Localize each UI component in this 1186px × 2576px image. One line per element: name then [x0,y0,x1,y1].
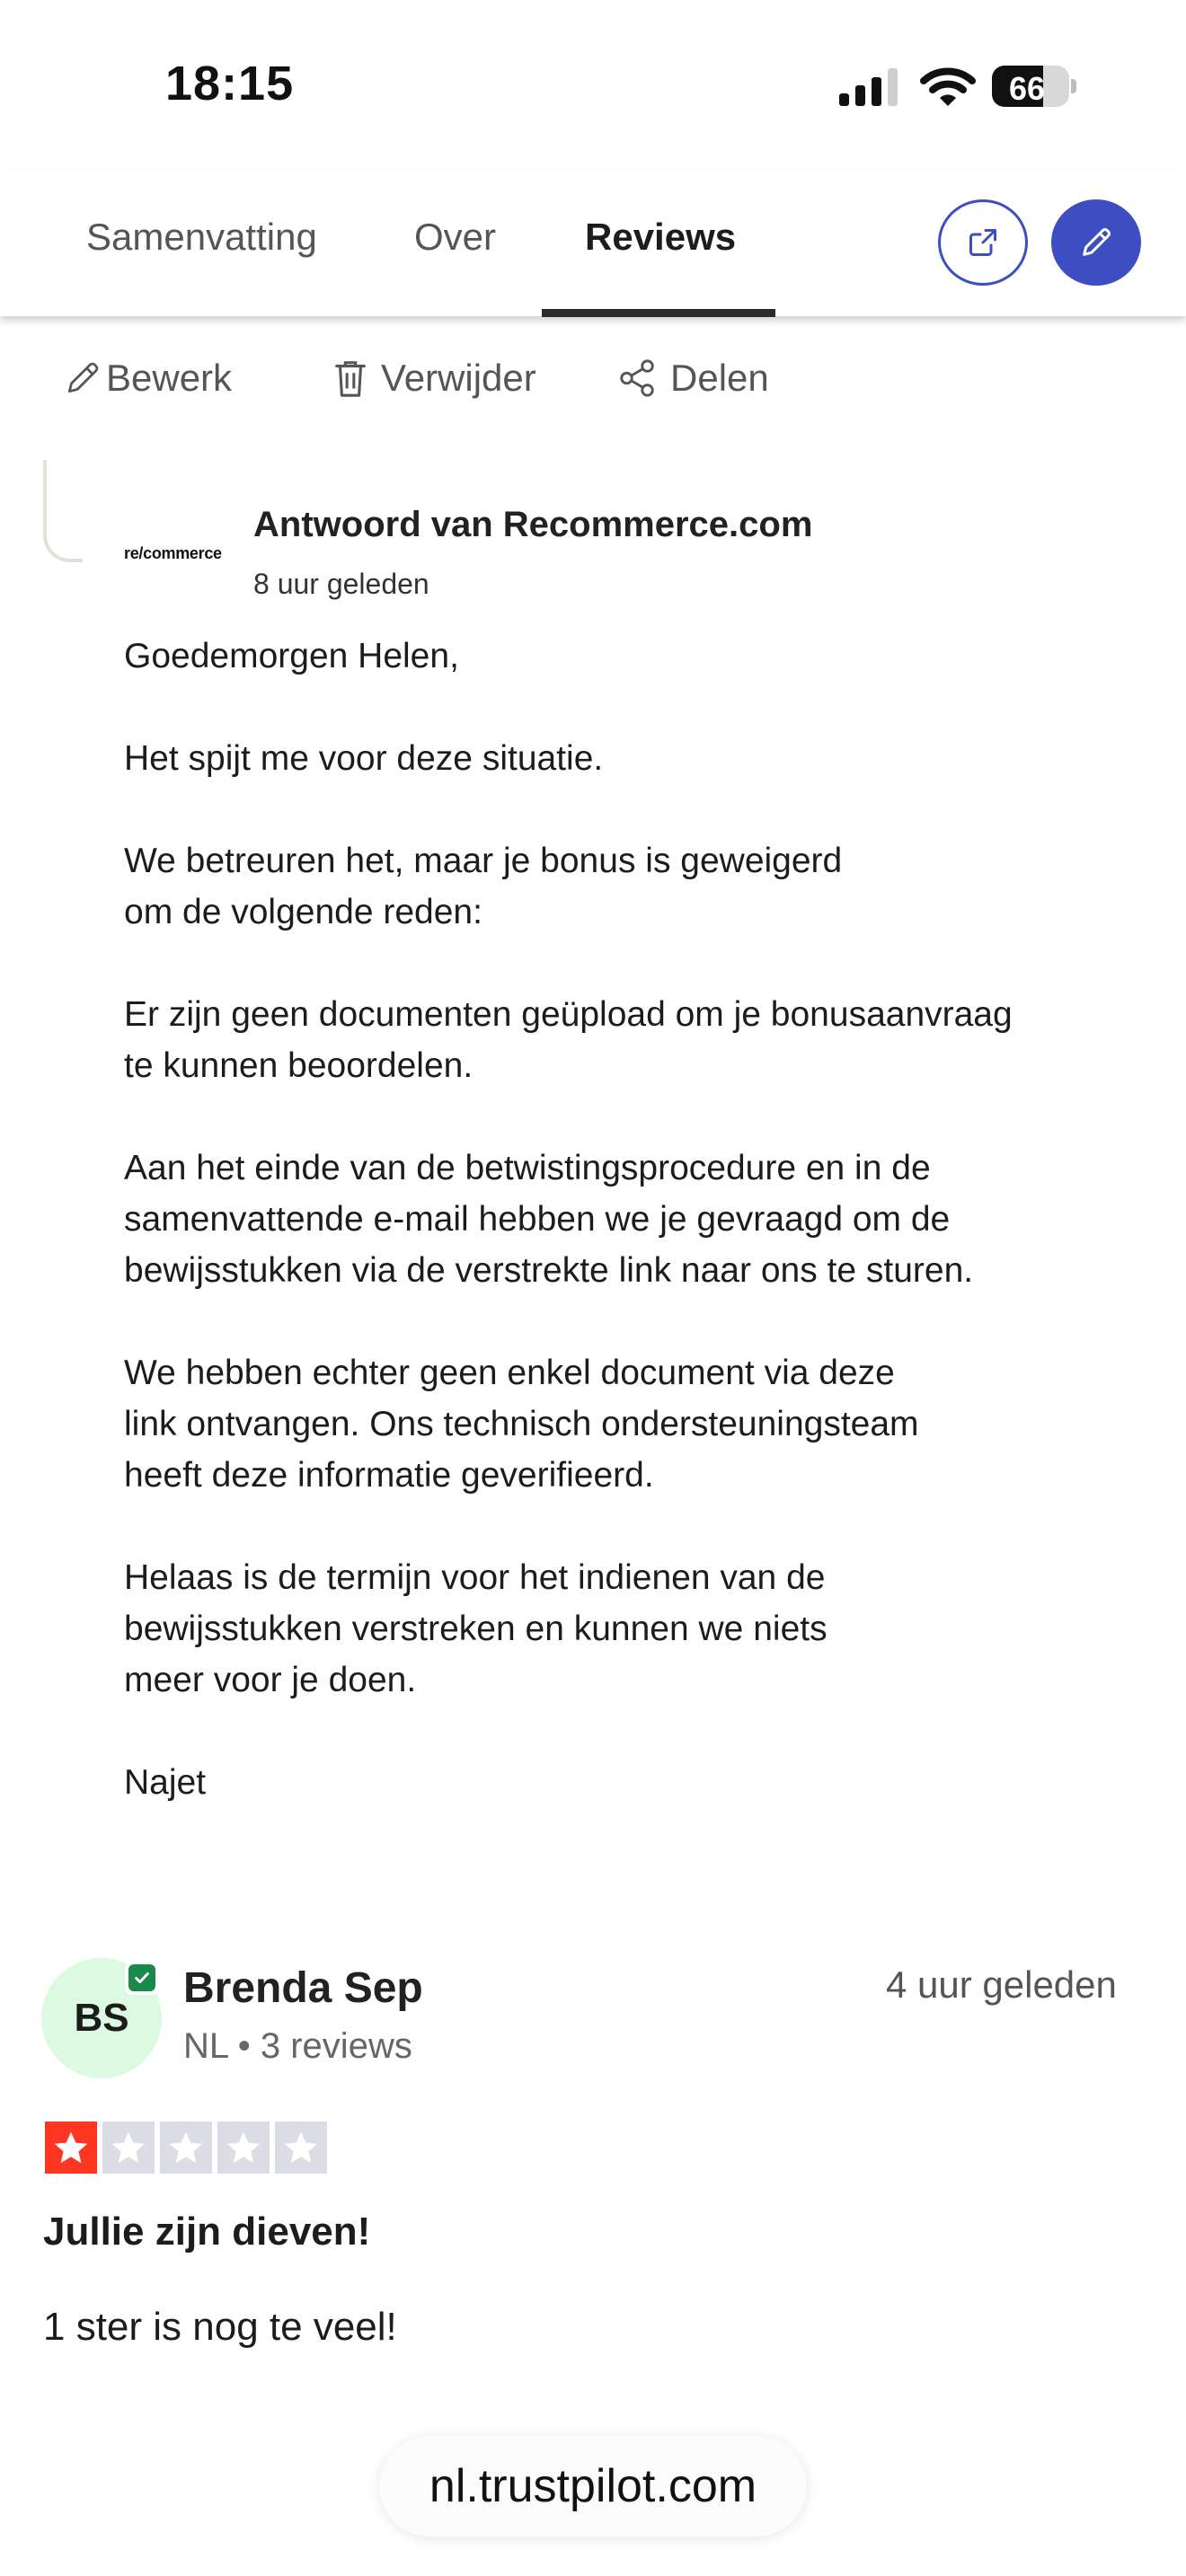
tab-samenvatting[interactable]: Samenvatting [86,216,317,258]
share-reply-button[interactable] [616,356,769,401]
reply-line: bewijsstukken via de verstrekte link naar ons te sturen. [124,1251,974,1290]
reply-paragraph [124,1552,1139,1706]
edit-label: Bewerk [106,357,233,399]
reviewer-name[interactable]: Brenda Sep [183,1964,423,2012]
reply-paragraph [124,835,1139,938]
reply-line: Helaas is de termijn voor het indienen van de [124,1558,826,1597]
company-logo: re/commerce [124,544,222,562]
reply-paragraph [124,989,1139,1091]
battery-level: 66 [1008,70,1046,107]
star-empty [102,2122,155,2174]
review-text: 1 ster is nog te veel! [43,2305,397,2349]
url-bar[interactable]: nl.trustpilot.com [379,2436,807,2536]
wifi-icon [920,66,976,108]
reply-paragraph [124,733,1139,784]
reply-line: link ontvangen. Ons technisch ondersteuningsteam [124,1405,919,1443]
reply-line: te kunnen beoordelen. [124,1046,474,1085]
avatar[interactable]: BS [41,1958,162,2078]
reply-paragraph [124,1142,1139,1296]
review-title[interactable]: Jullie zijn dieven! [43,2210,371,2254]
share-icon [616,357,658,399]
battery-nub [1071,79,1076,93]
reply-line: heeft deze informatie geverifieerd. [124,1456,654,1495]
reply-line: Er zijn geen documenten geüpload om je bonusaanvraag [124,995,1013,1034]
star-rating [45,2122,327,2174]
star-empty [217,2122,270,2174]
status-time: 18:15 [165,57,295,110]
reply-body [124,631,1139,1859]
reply-title: Antwoord van Recommerce.com [253,505,813,544]
pencil-icon [63,358,102,398]
reply-paragraph [124,1347,1139,1501]
write-review-button[interactable] [1051,199,1141,286]
verified-badge [125,1961,159,1995]
tab-reviews[interactable]: Reviews [585,216,737,258]
reply-line: bewijsstukken verstreken en kunnen we niets [124,1610,828,1648]
delete-label: Verwijder [381,357,536,399]
review-timestamp: 4 uur geleden [886,1963,1117,2006]
reply-paragraph [124,1757,1139,1808]
reply-paragraph [124,631,1139,682]
trash-icon [332,357,368,399]
reply-thread-line [43,460,83,562]
delete-reply-button[interactable] [332,356,536,401]
cellular-signal-icon [839,68,900,106]
star-filled [45,2122,97,2174]
reply-timestamp: 8 uur geleden [253,568,429,600]
reply-line: Najet [124,1763,207,1802]
reviewer-meta: NL • 3 reviews [183,2026,412,2066]
reply-line: We betreuren het, maar je bonus is geweigerd [124,842,843,880]
reply-line: Aan het einde van de betwistingsprocedure en in de [124,1149,931,1187]
reply-line: Goedemorgen Helen, [124,637,459,675]
reply-line: Het spijt me voor deze situatie. [124,739,604,778]
reply-line: samenvattende e-mail hebben we je gevraagd om de [124,1200,951,1239]
star-empty [160,2122,212,2174]
edit-reply-button[interactable] [63,356,232,401]
checkmark-icon [132,1968,152,1988]
external-link-icon [967,226,999,259]
battery-indicator [992,66,1069,107]
tab-over[interactable]: Over [414,216,497,258]
reply-line: meer voor je doen. [124,1661,417,1699]
reply-line: om de volgende reden: [124,893,482,931]
reply-line: We hebben echter geen enkel document via deze [124,1354,895,1392]
star-empty [275,2122,327,2174]
open-website-button[interactable] [938,199,1028,286]
share-label: Delen [670,357,769,399]
pencil-icon [1078,225,1114,260]
active-tab-indicator [542,309,775,317]
